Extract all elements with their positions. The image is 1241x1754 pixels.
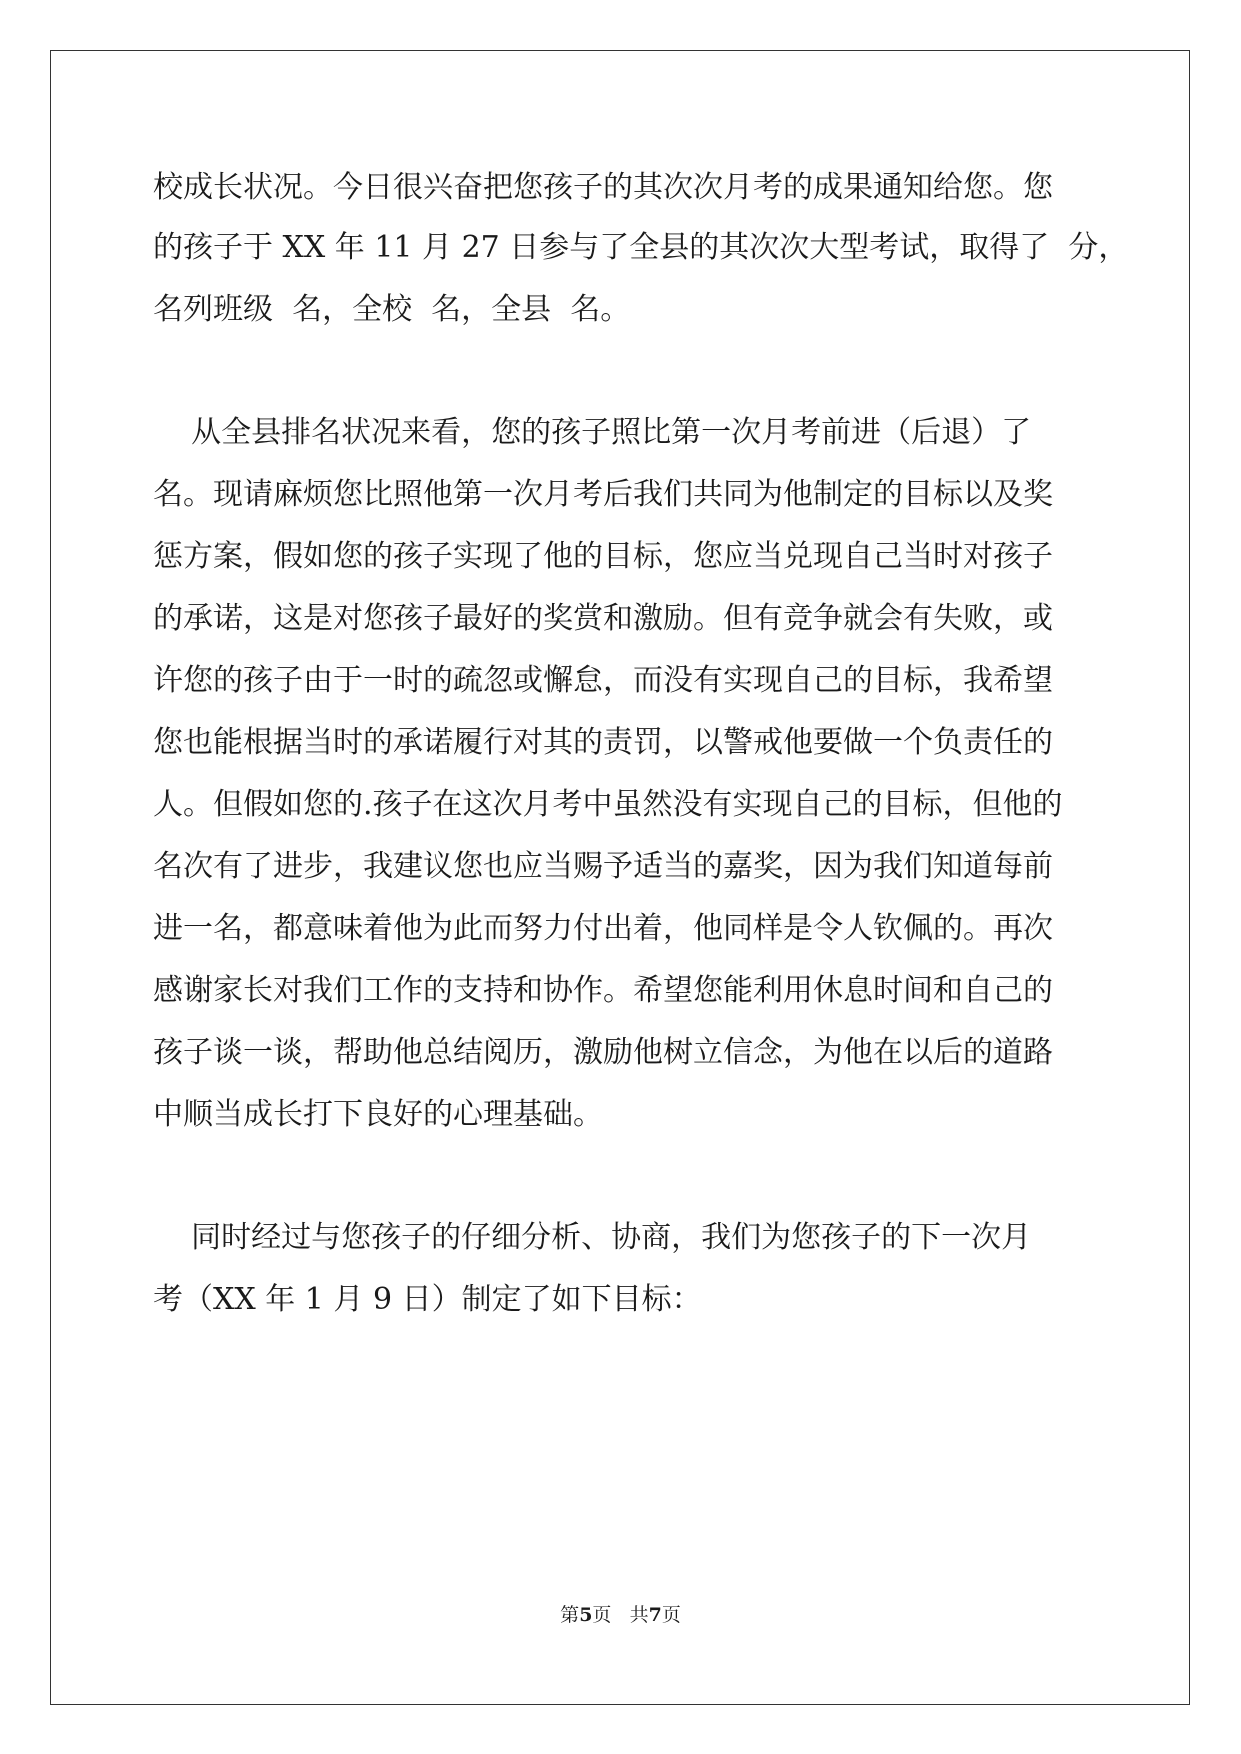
body-line-17: 考（XX 年 1 月 9 日）制定了如下目标： — [153, 1282, 702, 1317]
body-line-11: 名次有了进步，我建议您也应当赐予适当的嘉奖，因为我们知道每前 — [153, 849, 1053, 884]
page-suffix: 页 — [592, 1604, 612, 1626]
page-number-footer — [0, 1603, 1241, 1627]
body-line-9: 您也能根据当时的承诺履行对其的责罚，以警戒他要做一个负责任的 — [153, 725, 1053, 760]
body-line-5: 名。现请麻烦您比照他第一次月考后我们共同为他制定的目标以及奖 — [153, 477, 1053, 512]
body-line-16: 同时经过与您孩子的仔细分析、协商，我们为您孩子的下一次月 — [153, 1220, 1032, 1255]
body-line-15: 中顺当成长打下良好的心理基础。 — [153, 1097, 603, 1132]
body-line-10: 人。但假如您的.孩子在这次月考中虽然没有实现自己的目标，但他的 — [153, 787, 1063, 822]
body-line-6: 惩方案，假如您的孩子实现了他的目标，您应当兑现自己当时对孩子 — [153, 539, 1053, 574]
body-line-7: 的承诺，这是对您孩子最好的奖赏和激励。但有竞争就会有失败，或 — [153, 601, 1053, 636]
page-current: 5 — [579, 1604, 593, 1626]
total-suffix: 页 — [661, 1604, 681, 1626]
body-line-3: 名列班级 名，全校 名，全县 名。 — [153, 292, 631, 327]
body-line-13: 感谢家长对我们工作的支持和协作。希望您能利用休息时间和自己的 — [153, 973, 1053, 1008]
page-prefix: 第 — [560, 1604, 580, 1626]
body-line-14: 孩子谈一谈，帮助他总结阅历，激励他树立信念，为他在以后的道路 — [153, 1035, 1053, 1070]
body-line-12: 进一名，都意味着他为此而努力付出着，他同样是令人钦佩的。再次 — [153, 911, 1053, 946]
body-line-8: 许您的孩子由于一时的疏忽或懈怠，而没有实现自己的目标，我希望 — [153, 663, 1053, 698]
body-line-4: 从全县排名状况来看，您的孩子照比第一次月考前进（后退）了 — [153, 415, 1032, 450]
body-line-1: 校成长状况。今日很兴奋把您孩子的其次次月考的成果通知给您。您 — [153, 170, 1053, 205]
page-total: 7 — [648, 1604, 662, 1626]
total-prefix: 共 — [629, 1604, 649, 1626]
body-line-2: 的孩子于 XX 年 11 月 27 日参与了全县的其次次大型考试，取得了 分， — [153, 230, 1129, 265]
